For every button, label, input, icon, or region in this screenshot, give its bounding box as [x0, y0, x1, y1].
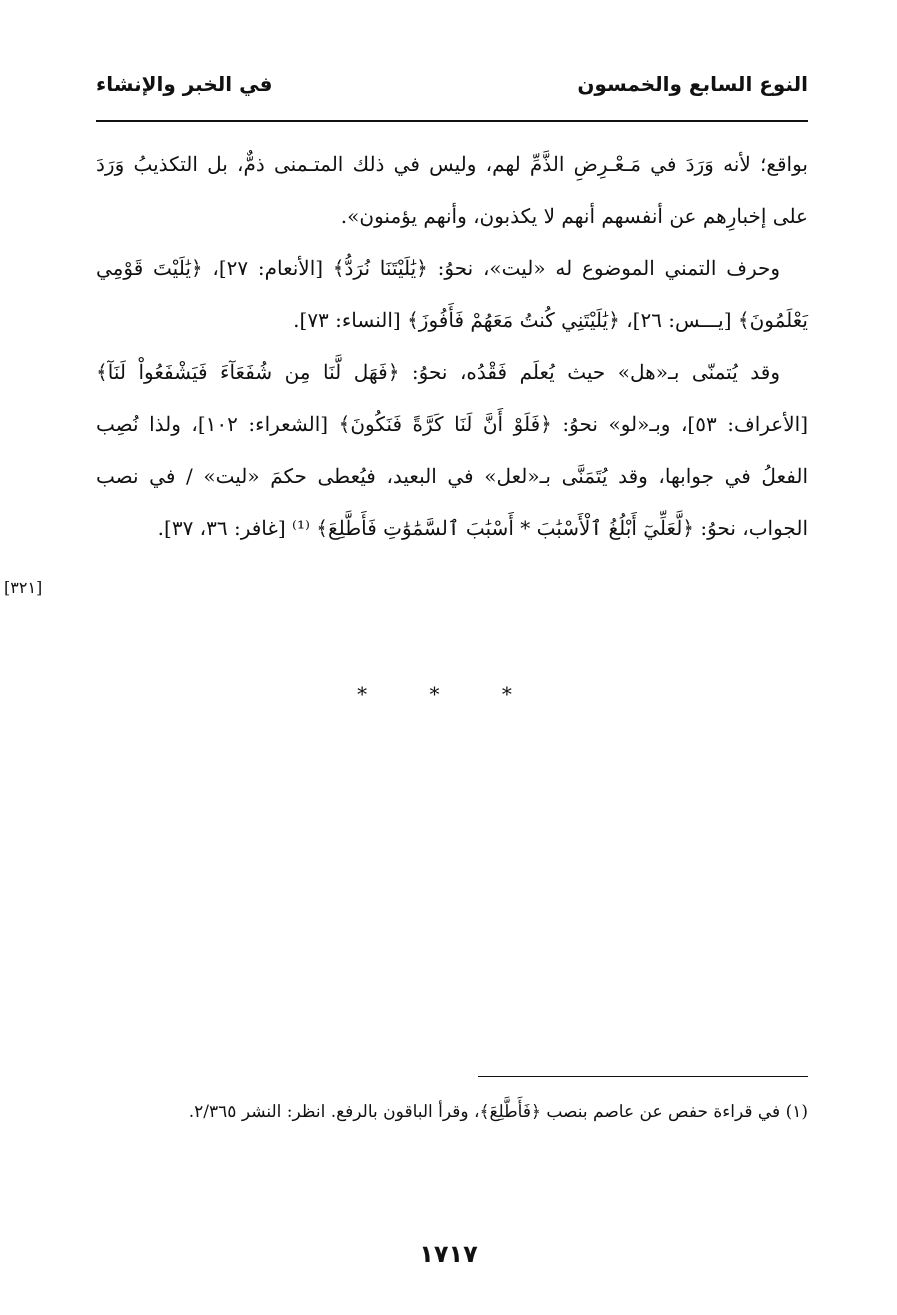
section-separator: * * * [357, 682, 540, 706]
paragraph-1: بواقع؛ لأنه وَرَدَ في مَـعْـرِضِ الذَّمِّ لهم، وليس في ذلك المتـمنى ذمٌّ، بل التكذيبُ وَرَدَ على إخبارِهم عن أنفسهم أنهم لا يكذبون، وأنهم يؤمنون». [96, 152, 808, 228]
footnote-rule [478, 1076, 808, 1077]
header-rule [96, 120, 808, 122]
page-header [96, 72, 808, 96]
paragraph-2: وحرف التمني الموضوع له «ليت»، نحوُ: ﴿يَٰلَيْتَنَا نُرَدُّ﴾ [الأنعام: ٢٧]، ﴿يَٰلَيْتَ قَوْمِي يَعْلَمُونَ﴾ [يـــس: ٢٦]، ﴿يَٰلَيْتَنِي كُنتُ مَعَهُمْ فَأَفُوزَ﴾ [النساء: ٧٣]. [96, 256, 808, 332]
margin-page-reference: [٣٢١] [4, 578, 43, 597]
body-text [96, 138, 808, 554]
page-number: ١٧١٧ [419, 1240, 478, 1268]
footnote [96, 1090, 808, 1134]
chapter-title: النوع السابع والخمسون [577, 72, 808, 96]
section-title: في الخبر والإنشاء [96, 72, 273, 96]
paragraph-3: وقد يُتمنّى بـ«هل» حيث يُعلَم فَقْدُه، نحوُ: ﴿فَهَل لَّنَا مِن شُفَعَآءَ فَيَشْفَعُواْ لَنَآ﴾ [الأعراف: ٥٣]، وبـ«لو» نحوُ: ﴿فَلَوْ أَنَّ لَنَا كَرَّةً فَنَكُونَ﴾ [الشعراء: ١٠٢]، ولذا نُصِب الفعلُ في جوابها، وقد يُتَمَنَّى بـ«لعل» في البعيد، فيُعطى حكمَ «ليت» / في نصب الجواب، نحوُ: ﴿لَّعَلِّيٓ أَبْلُغُ ٱلْأَسْبَٰبَ * أَسْبَٰبَ ٱلسَّمَٰوَٰتِ فَأَطَّلِعَ﴾ ⁽¹⁾ [غافر: ٣٦، ٣٧]. [96, 360, 809, 540]
footnote-text: (١) في قراءة حفص عن عاصم بنصب ﴿فَأَطَّلِعَ﴾، وقرأ الباقون بالرفع. انظر: النشر ٢/٣٦٥. [188, 1102, 808, 1122]
